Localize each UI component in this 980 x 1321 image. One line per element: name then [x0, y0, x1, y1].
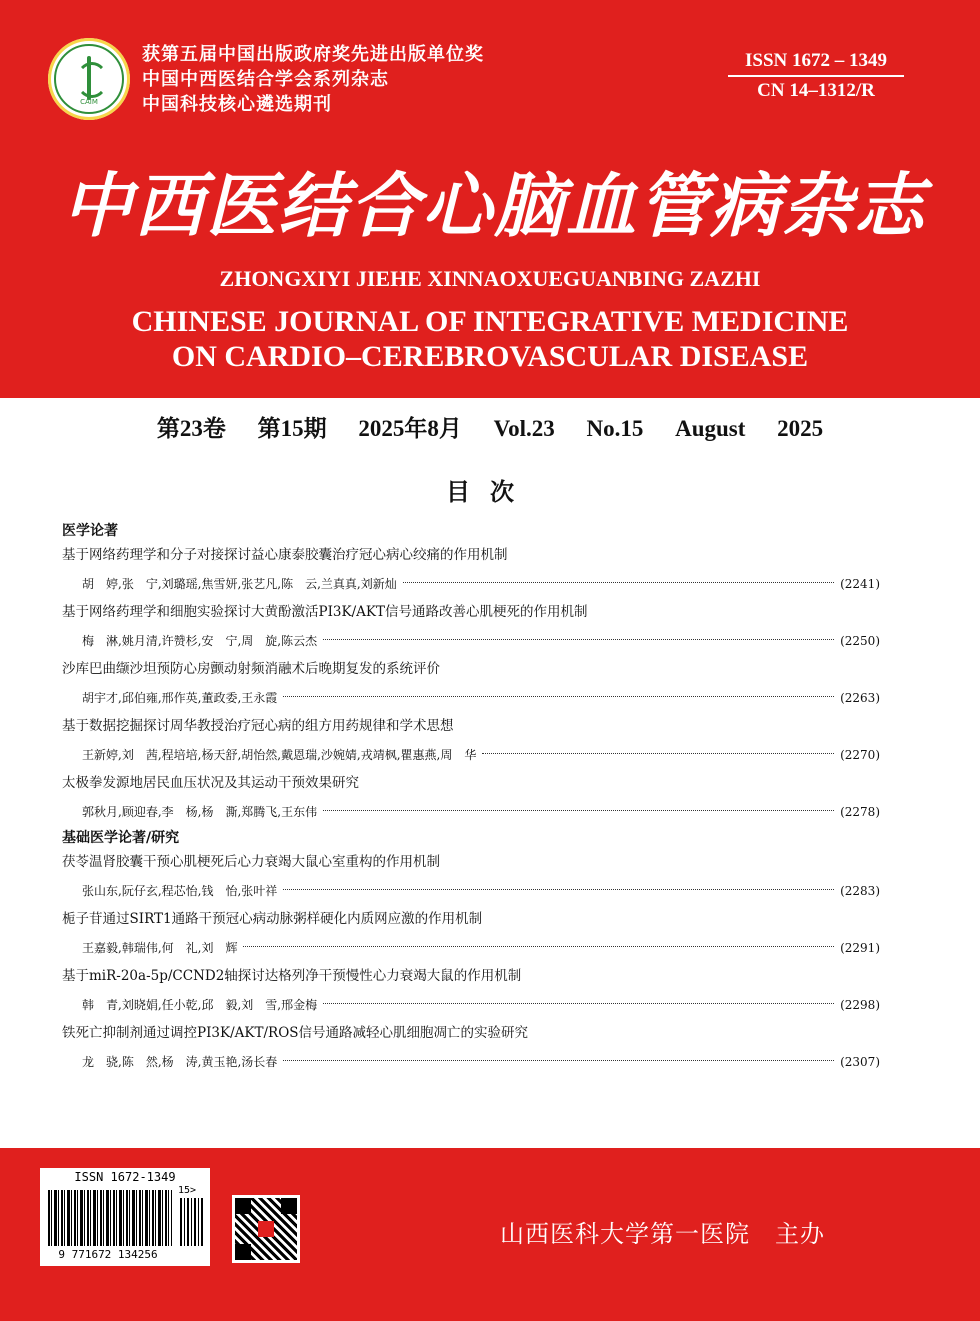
barcode-addon-icon — [180, 1198, 204, 1246]
volume-en: Vol.23 — [493, 416, 555, 441]
article-authors — [62, 569, 880, 599]
society-logo-icon: CAIM — [48, 38, 130, 120]
journal-title-en-line2: ON CARDIO–CEREBROVASCULAR DISEASE — [171, 340, 809, 373]
article-authors — [62, 876, 880, 906]
article-title[interactable]: 沙库巴曲缬沙坦预防心房颤动射频消融术后晚期复发的系统评价 — [62, 661, 440, 677]
article-title[interactable]: 基于网络药理学和分子对接探讨益心康泰胶囊治疗冠心病心绞痛的作用机制 — [62, 547, 508, 563]
page-number: (2298) — [840, 998, 880, 1012]
author-list: 梅 淋,姚月清,许赞杉,安 宁,周 旋,陈云杰 — [82, 634, 318, 648]
article-title[interactable]: 太极拳发源地居民血压状况及其运动干预效果研究 — [62, 775, 359, 791]
issn-number: ISSN 1672 – 1349 — [728, 50, 904, 77]
page-number: (2307) — [840, 1055, 880, 1069]
section-heading: 医学论著 — [62, 523, 118, 539]
page-number: (2278) — [840, 805, 880, 819]
barcode — [40, 1168, 210, 1266]
article-title[interactable]: 基于数据挖掘探讨周华教授治疗冠心病的组方用药规律和学术思想 — [62, 718, 454, 734]
publisher: 山西医科大学第一医院 主办 — [500, 1220, 825, 1248]
article-title[interactable]: 栀子苷通过SIRT1通路干预冠心病动脉粥样硬化内质网应激的作用机制 — [62, 911, 483, 927]
year-en: 2025 — [777, 416, 824, 441]
page-number: (2250) — [840, 634, 880, 648]
article-title[interactable]: 基于网络药理学和细胞实验探讨大黄酚激活PI3K/AKT信号通路改善心肌梗死的作用机制 — [62, 604, 588, 620]
author-list: 韩 青,刘晓娟,任小乾,邱 毅,刘 雪,邢金梅 — [82, 998, 318, 1012]
barcode-digits: 9 771672 134256 — [58, 1248, 158, 1261]
author-list: 胡宇才,邱伯雍,邢作英,董政委,王永霞 — [82, 691, 278, 705]
volume-cn: 第23卷 — [156, 416, 226, 441]
article-authors — [62, 626, 880, 656]
author-list: 张山东,阮仔玄,程芯怡,钱 怡,张叶祥 — [82, 884, 278, 898]
page-number: (2263) — [840, 691, 880, 705]
article-authors — [62, 797, 880, 827]
issue-cn: 第15期 — [257, 416, 327, 441]
barcode-icon — [48, 1190, 172, 1246]
article-title[interactable]: 铁死亡抑制剂通过调控PI3K/AKT/ROS信号通路减轻心肌细胞凋亡的实验研究 — [62, 1025, 529, 1041]
journal-title-pinyin: ZHONGXIYI JIEHE XINNAOXUEGUANBING ZAZHI — [219, 266, 761, 291]
article-authors — [62, 1047, 880, 1077]
article-authors — [62, 683, 880, 713]
cn-number: CN 14–1312/R — [757, 80, 875, 101]
barcode-issn: ISSN 1672-1349 — [74, 1170, 176, 1184]
table-of-contents — [62, 520, 880, 1077]
author-list: 胡 婷,张 宁,刘璐瑶,焦雪妍,张艺凡,陈 云,兰真真,刘新灿 — [82, 577, 397, 591]
author-list: 王嘉毅,韩瑞伟,何 礼,刘 辉 — [82, 941, 238, 955]
barcode-addon: 15> — [178, 1185, 197, 1196]
article-title[interactable]: 基于miR-20a-5p/CCND2轴探讨达格列净干预慢性心力衰竭大鼠的作用机制 — [62, 968, 522, 984]
author-list: 郭秋月,顾迎春,李 杨,杨 澌,郑腾飞,王东伟 — [82, 805, 318, 819]
issue-en: No.15 — [586, 416, 644, 441]
month-en: August — [675, 416, 746, 441]
page-number: (2283) — [840, 884, 880, 898]
header-band — [0, 0, 980, 398]
article-authors — [62, 740, 880, 770]
page-number: (2291) — [840, 941, 880, 955]
award-line: 获第五届中国出版政府奖先进出版单位奖 — [142, 44, 484, 65]
author-list: 王新婷,刘 茜,程培培,杨天舒,胡怡然,戴恩瑞,沙婉婧,戎靖枫,瞿惠燕,周 华 — [82, 748, 477, 762]
award-line: 中国中西医结合学会系列杂志 — [142, 69, 389, 90]
issn-box — [728, 50, 904, 102]
page-number: (2241) — [840, 577, 880, 591]
journal-title-en-line1: CHINESE JOURNAL OF INTEGRATIVE MEDICINE — [131, 305, 849, 338]
article-authors — [62, 933, 880, 963]
article-authors — [62, 990, 880, 1020]
article-title[interactable]: 茯苓温肾胶囊干预心肌梗死后心力衰竭大鼠心室重构的作用机制 — [62, 854, 440, 870]
awards-list — [142, 42, 484, 117]
author-list: 龙 骁,陈 然,杨 涛,黄玉艳,汤长春 — [82, 1055, 278, 1069]
award-line: 中国科技核心遴选期刊 — [142, 94, 332, 115]
section-heading: 基础医学论著/研究 — [62, 830, 180, 846]
qr-code-icon[interactable] — [232, 1195, 300, 1263]
page-number: (2270) — [840, 748, 880, 762]
toc-heading: 目次 — [446, 477, 534, 506]
journal-title-cn: 中西医结合心脑血管病杂志 — [62, 164, 926, 247]
date-cn: 2025年8月 — [358, 416, 462, 441]
issue-info — [0, 410, 980, 443]
